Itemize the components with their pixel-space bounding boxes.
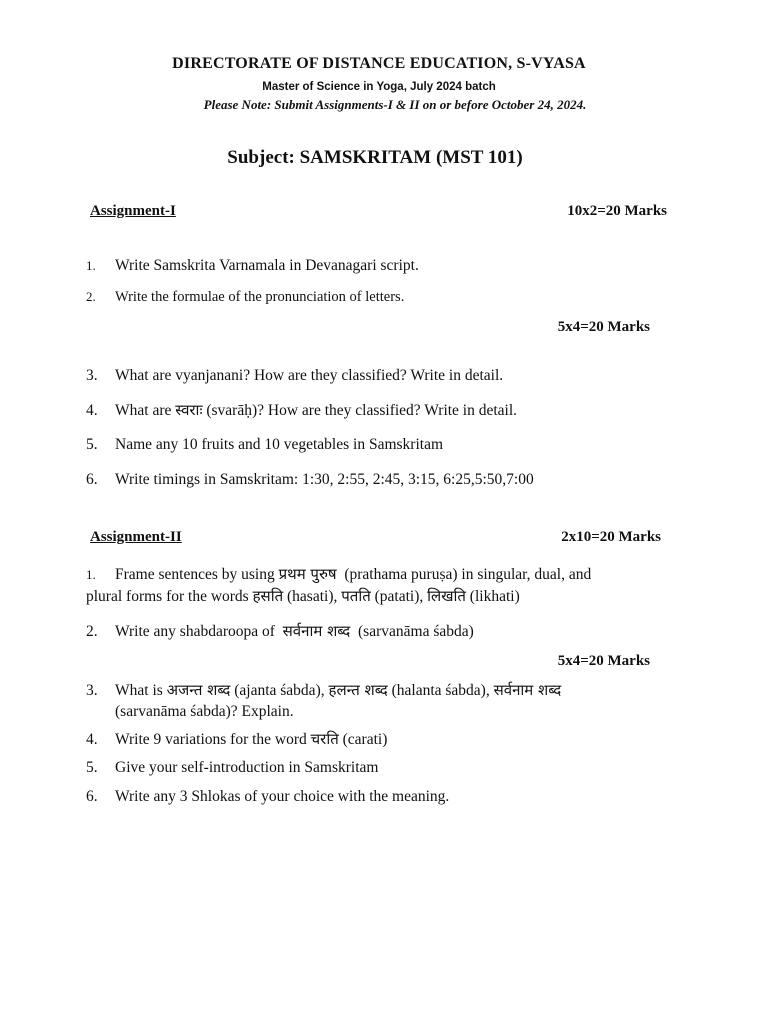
question-text-pre: plural forms for the words [86, 588, 253, 605]
question-number: 2. [86, 623, 98, 640]
question-text-mid: (hasati), [283, 588, 342, 605]
question-2-1-line2 [86, 586, 686, 607]
question-text: Give your self-introduction in Samskritam [115, 759, 379, 776]
devanagari-term: लिखति [427, 587, 466, 605]
question-1-5 [86, 434, 686, 455]
assignment-2-header [90, 529, 670, 546]
question-text-mid: (ajanta śabda), [230, 682, 329, 699]
devanagari-term: प्रथम पुरुष [278, 565, 337, 583]
question-text-pre: What is [115, 682, 167, 699]
assignment-1-marks: 10x2=20 Marks [567, 203, 667, 219]
assignment-2-marks-2: 5x4=20 Marks [557, 653, 650, 669]
question-number: 1. [86, 258, 96, 273]
question-text: Write Samskrita Varnamala in Devanagari script. [115, 257, 419, 274]
devanagari-term: सर्वनाम शब्द [282, 622, 351, 640]
question-2-3 [86, 680, 686, 722]
question-number: 3. [86, 367, 98, 384]
devanagari-term: हलन्त शब्द [328, 681, 388, 699]
question-number: 1. [86, 567, 96, 582]
question-text-mid: (patati), [370, 588, 428, 605]
question-1-3 [86, 365, 686, 386]
program-line: Master of Science in Yoga, July 2024 batch [262, 81, 496, 93]
assignment-2-title: Assignment-II [90, 529, 182, 545]
question-text: Name any 10 fruits and 10 vegetables in Samskritam [115, 436, 444, 453]
devanagari-term: स्वराः [175, 401, 203, 419]
question-1-4 [86, 400, 686, 421]
question-1-6 [86, 469, 686, 490]
question-text-line2: (sarvanāma śabda)? Explain. [115, 703, 294, 720]
question-2-1 [86, 564, 686, 585]
question-number: 3. [86, 682, 98, 699]
question-text: What are vyanjanani? How are they classified? Write in detail. [115, 367, 504, 384]
devanagari-term: चरति [310, 730, 339, 748]
assignment-1-header [90, 203, 670, 220]
devanagari-term: अजन्त शब्द [166, 681, 231, 699]
question-text: Write any 3 Shlokas of your choice with the meaning. [115, 788, 450, 805]
question-2-5 [86, 757, 686, 778]
devanagari-term: सर्वनाम शब्द [493, 681, 562, 699]
question-number: 2. [86, 289, 96, 304]
question-1-1 [86, 255, 686, 276]
question-text: Write the formulae of the pronunciation of letters. [115, 289, 405, 305]
question-number: 4. [86, 402, 98, 419]
question-text-post: (likhati) [465, 588, 520, 605]
question-number: 6. [86, 471, 98, 488]
submission-note: Please Note: Submit Assignments-I & II on or before October 24, 2024. [203, 97, 587, 112]
question-text-mid: (prathama puruṣa) in singular, dual, and [336, 566, 592, 583]
question-text-pre: What are [115, 402, 176, 419]
question-text-post: (sarvanāma śabda) [350, 623, 474, 640]
question-1-2 [86, 286, 686, 308]
assignment-2-marks: 2x10=20 Marks [561, 529, 661, 545]
question-text-pre: Frame sentences by using [115, 566, 279, 583]
assignment-1-title: Assignment-I [90, 203, 176, 219]
question-2-6 [86, 786, 686, 807]
question-number: 5. [86, 436, 98, 453]
devanagari-term: पतति [341, 587, 371, 605]
question-text-post: (carati) [338, 731, 388, 748]
directorate-title: DIRECTORATE OF DISTANCE EDUCATION, S-VYASA [172, 55, 586, 72]
question-text-mid: (halanta śabda), [387, 682, 494, 699]
question-text-pre: Write any shabdaroopa of [115, 623, 283, 640]
question-text-post: (svarāḥ)? How are they classified? Write in detail. [202, 402, 518, 419]
subject-heading: Subject: SAMSKRITAM (MST 101) [227, 147, 523, 168]
question-2-4 [86, 729, 686, 750]
question-2-2 [86, 621, 686, 642]
assignment-1-marks-2: 5x4=20 Marks [557, 319, 650, 335]
question-number: 6. [86, 788, 98, 805]
question-number: 4. [86, 731, 98, 748]
question-number: 5. [86, 759, 98, 776]
devanagari-term: हसति [252, 587, 284, 605]
question-text: Write timings in Samskritam: 1:30, 2:55, 2:45, 3:15, 6:25,5:50,7:00 [115, 471, 534, 488]
question-text-pre: Write 9 variations for the word [115, 731, 311, 748]
